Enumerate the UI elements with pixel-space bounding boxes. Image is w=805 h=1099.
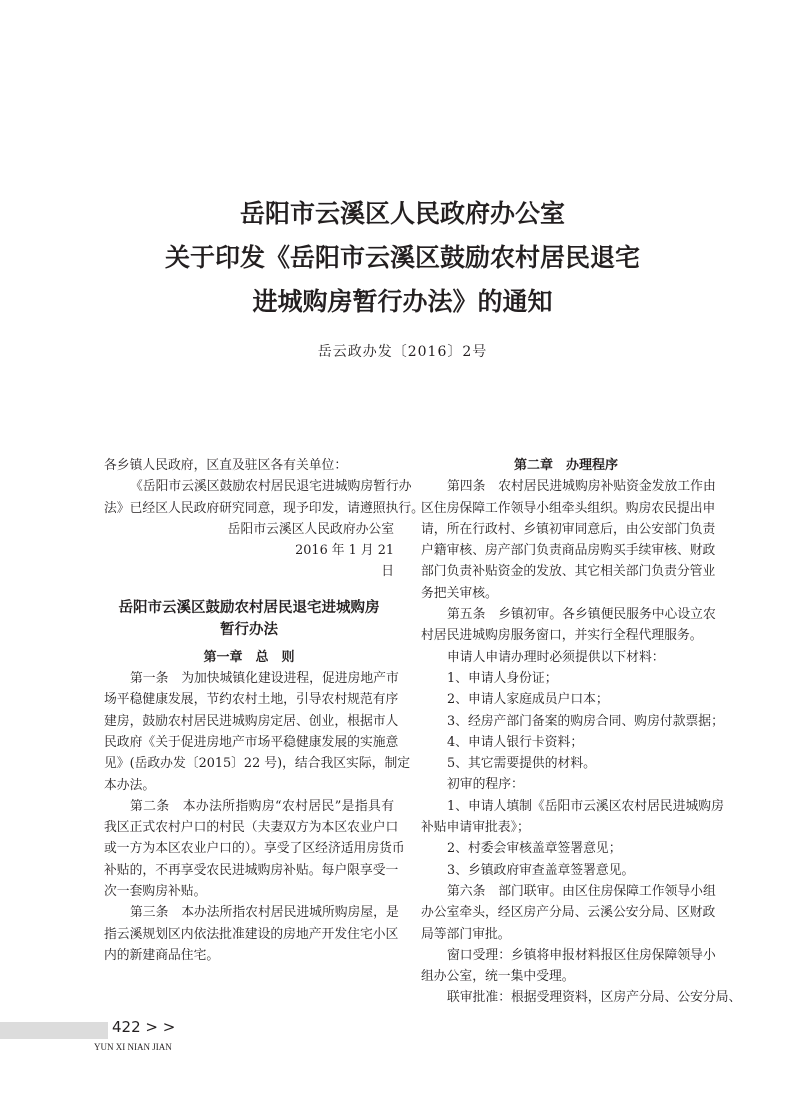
- article-6: 局等部门审批。: [421, 926, 511, 942]
- procedure-item: 1、申请人填制《岳阳市云溪区农村居民进城购房: [447, 798, 724, 814]
- measures-title: 岳阳市云溪区鼓励农村居民退宅进城购房: [118, 599, 380, 616]
- article-1: 本办法。: [104, 777, 156, 793]
- joint-approval: 联审批准：根据受理资料，区房产分局、公安分局、: [447, 990, 742, 1006]
- article-3: 第三条 本办法所指农村居民进城所购房屋，是: [130, 905, 399, 921]
- issue-date: 日: [381, 564, 394, 580]
- article-5: 村居民进城购房服务窗口，并实行全程代理服务。: [421, 628, 703, 644]
- article-2: 或一方为本区农业户口的）。享受了区经济适用房货币: [104, 841, 405, 857]
- document-title: [0, 192, 805, 324]
- article-4: 第四条 农村居民进城购房补贴资金发放工作由: [447, 479, 716, 495]
- chapter-heading: 第二章 办理程序: [513, 458, 618, 473]
- procedure-intro: 初审的程序：: [447, 777, 524, 793]
- article-4: 务把关审核。: [421, 585, 498, 601]
- notice-paragraph: 法》已经区人民政府研究同意，现予印发，请遵照执行。: [104, 500, 424, 516]
- material-item: 4、申请人银行卡资料；: [447, 734, 584, 750]
- measures-title: 暂行办法: [220, 621, 278, 638]
- issue-date: 2016 年 1 月 21: [295, 543, 394, 559]
- article-5: 第五条 乡镇初审。各乡镇便民服务中心设立农: [447, 607, 716, 623]
- article-1: 场平稳健康发展，节约农村土地，引导农村规范有序: [104, 692, 399, 708]
- material-item: 5、其它需要提供的材料。: [447, 756, 596, 772]
- salutation: 各乡镇人民政府，区直及驻区各有关单位：: [104, 458, 348, 473]
- article-6: 第六条 部门联审。由区住房保障工作领导小组: [447, 883, 716, 899]
- material-item: 3、经房产部门备案的购房合同、购房付款票据；: [447, 713, 724, 729]
- issuer-signature: 岳阳市云溪区人民政府办公室: [227, 521, 394, 537]
- article-4: 部门负责补贴资金的发放、其它相关部门负责分管业: [421, 564, 716, 580]
- right-column: [421, 455, 742, 1009]
- title-line: 进城购房暂行办法》的通知: [252, 287, 553, 316]
- article-2: 第二条 本办法所指购房“农村居民”是指具有: [130, 798, 394, 814]
- article-2: 我区正式农村户口的村民（夫妻双方为本区农业户口: [104, 820, 399, 836]
- procedure-item: 3、乡镇政府审查盖章签署意见。: [447, 862, 635, 878]
- procedure-item: 补贴申请审批表》；: [421, 820, 530, 836]
- journal-name: YUN XI NIAN JIAN: [94, 1042, 172, 1052]
- window-acceptance: 窗口受理：乡镇将申报材料报区住房保障领导小: [447, 947, 716, 963]
- material-item: 1、申请人身份证；: [447, 670, 558, 686]
- article-4: 请，所在行政村、乡镇初审同意后，由公安部门负责: [421, 521, 716, 537]
- chapter-heading: 第一章 总 则: [203, 649, 295, 665]
- material-item: 2、申请人家庭成员户口本；: [447, 692, 609, 708]
- article-3: 内的新建商品住宅。: [104, 947, 220, 963]
- footer-bar: [0, 1022, 108, 1039]
- article-1: 第一条 为加快城镇化建设进程，促进房地产市: [130, 671, 399, 687]
- document-number: 岳云政办发〔2016〕2号: [317, 344, 488, 360]
- article-1: 民政府《关于促进房地产市场平稳健康发展的实施意: [104, 734, 399, 750]
- title-line: 岳阳市云溪区人民政府办公室: [239, 199, 565, 228]
- notice-paragraph: 《岳阳市云溪区鼓励农村居民退宅进城购房暂行办: [130, 479, 412, 495]
- article-4: 户籍审核、房产部门负责商品房购买手续审核、财政: [421, 543, 716, 559]
- article-6: 办公室牵头，经区房产分局、云溪公安分局、区财政: [421, 905, 716, 921]
- procedure-item: 2、村委会审核盖章签署意见；: [447, 841, 622, 857]
- article-4: 区住房保障工作领导小组牵头组织。购房农民提出申: [421, 500, 716, 516]
- window-acceptance: 组办公室，统一集中受理。: [421, 969, 575, 985]
- title-line: 关于印发《岳阳市云溪区鼓励农村居民退宅: [164, 243, 640, 272]
- page-number: 422 > >: [112, 1018, 176, 1036]
- materials-intro: 申请人申请办理时必须提供以下材料：: [447, 649, 665, 665]
- article-1: 建房，鼓励农村居民进城购房定居、创业，根据市人: [104, 713, 399, 729]
- article-2: 次一套购房补贴。: [104, 884, 207, 900]
- left-column: [104, 455, 424, 966]
- article-2: 补贴的，不再享受农民进城购房补贴。每户限享受一: [104, 862, 399, 878]
- article-3: 指云溪规划区内依法批准建设的房地产开发住宅小区: [104, 926, 399, 942]
- article-1: 见》(岳政办发〔2015〕22 号)，结合我区实际，制定: [104, 756, 411, 772]
